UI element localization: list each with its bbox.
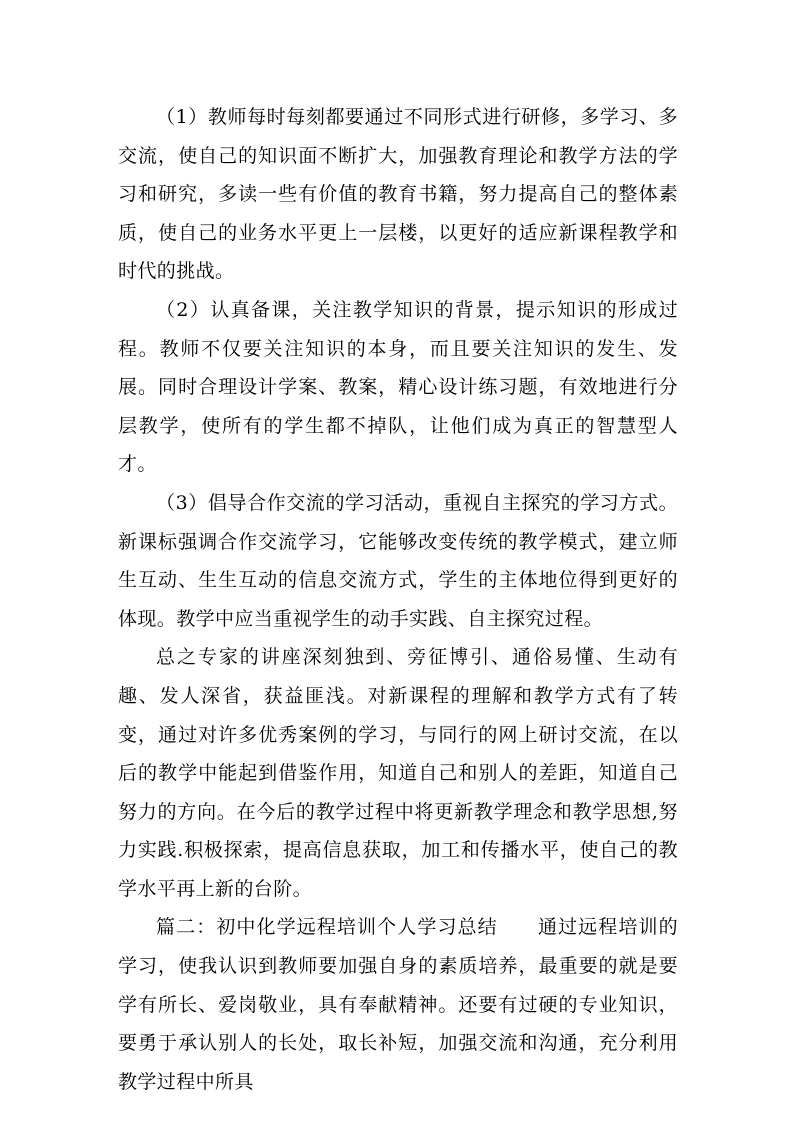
document-body	[118, 98, 678, 1101]
paragraph-1: （1）教师每时每刻都要通过不同形式进行研修，多学习、多交流，使自己的知识面不断扩大，加强教育理论和教学方法的学习和研究，多读一些有价值的教育书籍，努力提高自己的整体素质，使自己的业务水平更上一层楼，以更好的适应新课程教学和时代的挑战。	[118, 106, 678, 283]
paragraph-2: （2）认真备课，关注教学知识的背景，提示知识的形成过程。教师不仅要关注知识的本身，而且要关注知识的发生、发展。同时合理设计学案、教案，精心设计练习题，有效地进行分层教学，使所有的学生都不掉队，让他们成为真正的智慧型人才。	[118, 298, 678, 476]
paragraph-3: （3）倡导合作交流的学习活动，重视自主探究的学习方式。新课标强调合作交流学习，它能够改变传统的教学模式，建立师生互动、生生互动的信息交流方式，学生的主体地位得到更好的体现。教学中应当重视学生的动手实践、自主探究过程。	[118, 491, 678, 630]
paragraph-5: 篇二：初中化学远程培训个人学习总结 通过远程培训的学习，使我认识到教师要加强自身的素质培养，最重要的就是要学有所长、爱岗敬业，具有奉献精神。还要有过硬的专业知识，要勇于承认别人的长处，取长补短，加强交流和沟通，充分利用教学过程中所具	[118, 916, 678, 1093]
paragraph-4: 总之专家的讲座深刻独到、旁征博引、通俗易懂、生动有趣、发人深省，获益匪浅。对新课程的理解和教学方式有了转变，通过对许多优秀案例的学习，与同行的网上研讨交流，在以后的教学中能起到借鉴作用，知道自己和别人的差距，知道自己努力的方向。在今后的教学过程中将更新教学理念和教学思想,努力实践.积极探索，提高信息获取，加工和传播水平，使自己的教学水平再上新的台阶。	[118, 646, 678, 900]
